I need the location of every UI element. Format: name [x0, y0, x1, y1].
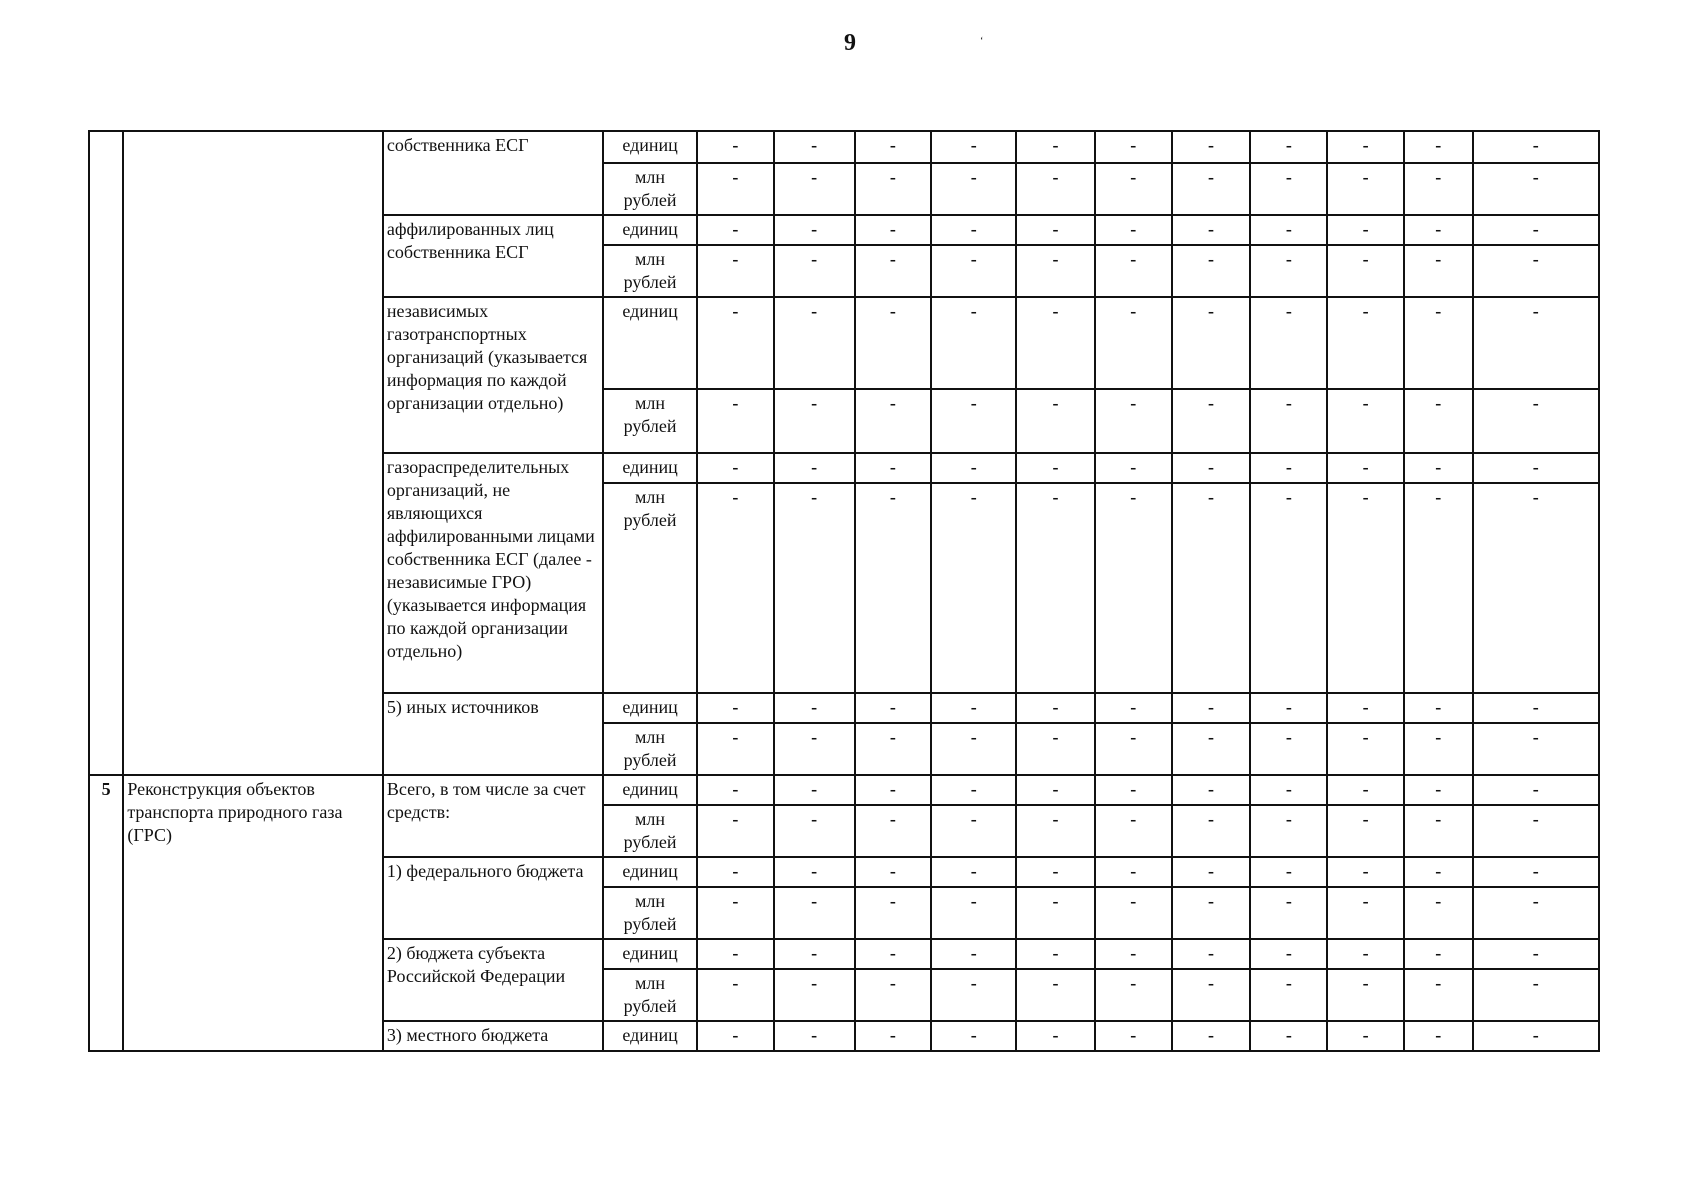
- value-cell: -: [1172, 723, 1251, 775]
- value-cell: -: [1172, 245, 1251, 297]
- value-cell: -: [697, 693, 774, 723]
- value-cell: -: [1095, 723, 1172, 775]
- value-cell: -: [1172, 453, 1251, 483]
- funding-source-cell: 3) местного бюджета: [383, 1021, 603, 1051]
- value-cell: -: [774, 723, 855, 775]
- value-cell: -: [931, 389, 1016, 453]
- object-cell: [123, 131, 383, 775]
- value-cell: -: [697, 215, 774, 245]
- value-cell: -: [1327, 245, 1404, 297]
- value-cell: -: [1172, 805, 1251, 857]
- value-cell: -: [1473, 131, 1599, 163]
- value-cell: -: [855, 723, 932, 775]
- value-cell: -: [1327, 693, 1404, 723]
- unit-cell: единиц: [603, 453, 697, 483]
- value-cell: -: [1172, 1021, 1251, 1051]
- value-cell: -: [697, 297, 774, 389]
- unit-cell: млн рублей: [603, 389, 697, 453]
- value-cell: -: [1016, 389, 1095, 453]
- value-cell: -: [931, 805, 1016, 857]
- value-cell: -: [1172, 693, 1251, 723]
- value-cell: -: [1473, 693, 1599, 723]
- value-cell: -: [1016, 163, 1095, 215]
- item-number-cell: [89, 131, 123, 775]
- value-cell: -: [697, 131, 774, 163]
- value-cell: -: [774, 297, 855, 389]
- value-cell: -: [774, 131, 855, 163]
- value-cell: -: [697, 453, 774, 483]
- unit-cell: единиц: [603, 693, 697, 723]
- value-cell: -: [1172, 857, 1251, 887]
- value-cell: -: [697, 163, 774, 215]
- value-cell: -: [931, 969, 1016, 1021]
- funding-source-cell: 1) федерального бюджета: [383, 857, 603, 939]
- value-cell: -: [1095, 969, 1172, 1021]
- value-cell: -: [774, 389, 855, 453]
- table-row: [89, 131, 1599, 163]
- value-cell: -: [1016, 887, 1095, 939]
- value-cell: -: [774, 163, 855, 215]
- value-cell: -: [855, 775, 932, 805]
- value-cell: -: [1172, 131, 1251, 163]
- value-cell: -: [855, 389, 932, 453]
- value-cell: -: [1404, 805, 1473, 857]
- value-cell: -: [1250, 939, 1327, 969]
- value-cell: -: [774, 1021, 855, 1051]
- unit-cell: единиц: [603, 939, 697, 969]
- value-cell: -: [855, 215, 932, 245]
- value-cell: -: [1327, 857, 1404, 887]
- page-mark: ‘: [980, 36, 984, 47]
- value-cell: -: [1016, 775, 1095, 805]
- value-cell: -: [855, 245, 932, 297]
- value-cell: -: [1404, 693, 1473, 723]
- value-cell: -: [697, 245, 774, 297]
- value-cell: -: [1473, 483, 1599, 693]
- value-cell: -: [931, 887, 1016, 939]
- value-cell: -: [1404, 163, 1473, 215]
- value-cell: -: [1095, 939, 1172, 969]
- value-cell: -: [1404, 1021, 1473, 1051]
- value-cell: -: [1172, 389, 1251, 453]
- value-cell: -: [931, 857, 1016, 887]
- value-cell: -: [1327, 939, 1404, 969]
- value-cell: -: [1016, 693, 1095, 723]
- value-cell: -: [697, 887, 774, 939]
- value-cell: -: [1095, 389, 1172, 453]
- value-cell: -: [774, 857, 855, 887]
- value-cell: -: [1172, 483, 1251, 693]
- value-cell: -: [774, 805, 855, 857]
- value-cell: -: [1095, 297, 1172, 389]
- value-cell: -: [1095, 857, 1172, 887]
- value-cell: -: [1327, 1021, 1404, 1051]
- value-cell: -: [697, 939, 774, 969]
- value-cell: -: [1250, 215, 1327, 245]
- value-cell: -: [1404, 215, 1473, 245]
- value-cell: -: [931, 453, 1016, 483]
- value-cell: -: [855, 969, 932, 1021]
- value-cell: -: [855, 805, 932, 857]
- value-cell: -: [1172, 775, 1251, 805]
- unit-cell: единиц: [603, 215, 697, 245]
- value-cell: -: [1250, 297, 1327, 389]
- unit-cell: млн рублей: [603, 723, 697, 775]
- value-cell: -: [774, 453, 855, 483]
- table-area: [88, 130, 1600, 1052]
- value-cell: -: [1473, 887, 1599, 939]
- value-cell: -: [1172, 887, 1251, 939]
- value-cell: -: [1095, 453, 1172, 483]
- value-cell: -: [1404, 453, 1473, 483]
- value-cell: -: [931, 775, 1016, 805]
- value-cell: -: [855, 483, 932, 693]
- unit-cell: млн рублей: [603, 245, 697, 297]
- value-cell: -: [774, 215, 855, 245]
- value-cell: -: [697, 969, 774, 1021]
- value-cell: -: [1095, 693, 1172, 723]
- value-cell: -: [774, 693, 855, 723]
- funding-source-cell: собственника ЕСГ: [383, 131, 603, 215]
- value-cell: -: [1250, 163, 1327, 215]
- value-cell: -: [1404, 857, 1473, 887]
- value-cell: -: [1404, 483, 1473, 693]
- value-cell: -: [931, 215, 1016, 245]
- unit-cell: млн рублей: [603, 163, 697, 215]
- value-cell: -: [1172, 969, 1251, 1021]
- item-number-cell: 5: [89, 775, 123, 1051]
- value-cell: -: [855, 297, 932, 389]
- value-cell: -: [1327, 723, 1404, 775]
- value-cell: -: [1016, 1021, 1095, 1051]
- unit-cell: млн рублей: [603, 887, 697, 939]
- value-cell: -: [1016, 857, 1095, 887]
- value-cell: -: [1250, 131, 1327, 163]
- value-cell: -: [697, 389, 774, 453]
- value-cell: -: [855, 693, 932, 723]
- unit-cell: млн рублей: [603, 969, 697, 1021]
- value-cell: -: [1016, 215, 1095, 245]
- value-cell: -: [1250, 857, 1327, 887]
- value-cell: -: [1250, 453, 1327, 483]
- value-cell: -: [1095, 805, 1172, 857]
- value-cell: -: [697, 723, 774, 775]
- value-cell: -: [1473, 969, 1599, 1021]
- value-cell: -: [1327, 163, 1404, 215]
- value-cell: -: [1404, 723, 1473, 775]
- value-cell: -: [1473, 775, 1599, 805]
- value-cell: -: [697, 1021, 774, 1051]
- value-cell: -: [855, 1021, 932, 1051]
- value-cell: -: [1095, 131, 1172, 163]
- value-cell: -: [1327, 483, 1404, 693]
- value-cell: -: [1250, 389, 1327, 453]
- value-cell: -: [1016, 297, 1095, 389]
- value-cell: -: [931, 723, 1016, 775]
- value-cell: -: [1404, 131, 1473, 163]
- value-cell: -: [1250, 775, 1327, 805]
- value-cell: -: [1095, 1021, 1172, 1051]
- value-cell: -: [1250, 805, 1327, 857]
- value-cell: -: [1016, 483, 1095, 693]
- value-cell: -: [1404, 389, 1473, 453]
- value-cell: -: [855, 163, 932, 215]
- value-cell: -: [1473, 297, 1599, 389]
- object-name-cell: Реконструкция объектов транспорта природного газа (ГРС): [123, 775, 383, 1051]
- unit-cell: млн рублей: [603, 805, 697, 857]
- value-cell: -: [931, 297, 1016, 389]
- value-cell: -: [1016, 131, 1095, 163]
- value-cell: -: [1016, 969, 1095, 1021]
- funding-source-cell: 5) иных источников: [383, 693, 603, 775]
- value-cell: -: [1327, 887, 1404, 939]
- value-cell: -: [1404, 887, 1473, 939]
- value-cell: -: [1016, 723, 1095, 775]
- page-number: 9: [844, 30, 856, 56]
- value-cell: -: [1250, 483, 1327, 693]
- value-cell: -: [697, 483, 774, 693]
- value-cell: -: [1473, 163, 1599, 215]
- value-cell: -: [697, 857, 774, 887]
- unit-cell: единиц: [603, 857, 697, 887]
- value-cell: -: [1250, 723, 1327, 775]
- value-cell: -: [1327, 131, 1404, 163]
- value-cell: -: [697, 805, 774, 857]
- value-cell: -: [774, 245, 855, 297]
- value-cell: -: [855, 857, 932, 887]
- funding-source-cell: газораспределительных организаций, не являющихся аффилированными лицами собственника ЕСГ (далее - независимые ГРО) (указывается информация по каждой организации отдельно): [383, 453, 603, 693]
- unit-cell: единиц: [603, 131, 697, 163]
- value-cell: -: [1095, 215, 1172, 245]
- value-cell: -: [1404, 939, 1473, 969]
- value-cell: -: [1473, 723, 1599, 775]
- value-cell: -: [774, 969, 855, 1021]
- value-cell: -: [931, 131, 1016, 163]
- unit-cell: млн рублей: [603, 483, 697, 693]
- value-cell: -: [1095, 245, 1172, 297]
- value-cell: -: [1016, 245, 1095, 297]
- value-cell: -: [855, 453, 932, 483]
- value-cell: -: [1473, 939, 1599, 969]
- value-cell: -: [1172, 939, 1251, 969]
- value-cell: -: [1327, 215, 1404, 245]
- unit-cell: единиц: [603, 297, 697, 389]
- value-cell: -: [1327, 453, 1404, 483]
- funding-source-cell: независимых газотранспортных организаций (указывается информация по каждой организации отдельно): [383, 297, 603, 453]
- table-row: [89, 775, 1599, 805]
- value-cell: -: [1404, 245, 1473, 297]
- value-cell: -: [1016, 939, 1095, 969]
- value-cell: -: [931, 163, 1016, 215]
- value-cell: -: [774, 483, 855, 693]
- value-cell: -: [855, 131, 932, 163]
- value-cell: -: [1473, 389, 1599, 453]
- unit-cell: единиц: [603, 1021, 697, 1051]
- value-cell: -: [1473, 1021, 1599, 1051]
- value-cell: -: [1327, 969, 1404, 1021]
- financing-table: [88, 130, 1600, 1052]
- value-cell: -: [1172, 215, 1251, 245]
- funding-source-cell: 2) бюджета субъекта Российской Федерации: [383, 939, 603, 1021]
- value-cell: -: [1095, 483, 1172, 693]
- value-cell: -: [1473, 805, 1599, 857]
- value-cell: -: [1250, 245, 1327, 297]
- funding-source-cell: Всего, в том числе за счет средств:: [383, 775, 603, 857]
- value-cell: -: [931, 483, 1016, 693]
- value-cell: -: [1172, 297, 1251, 389]
- value-cell: -: [774, 775, 855, 805]
- value-cell: -: [1095, 163, 1172, 215]
- value-cell: -: [1016, 805, 1095, 857]
- value-cell: -: [1327, 805, 1404, 857]
- value-cell: -: [1473, 215, 1599, 245]
- value-cell: -: [931, 1021, 1016, 1051]
- value-cell: -: [1404, 297, 1473, 389]
- value-cell: -: [1327, 297, 1404, 389]
- value-cell: -: [1327, 389, 1404, 453]
- value-cell: -: [1095, 775, 1172, 805]
- funding-source-cell: аффилированных лиц собственника ЕСГ: [383, 215, 603, 297]
- value-cell: -: [1250, 887, 1327, 939]
- value-cell: -: [931, 245, 1016, 297]
- value-cell: -: [1404, 775, 1473, 805]
- value-cell: -: [1172, 163, 1251, 215]
- value-cell: -: [1250, 969, 1327, 1021]
- value-cell: -: [931, 939, 1016, 969]
- value-cell: -: [1250, 1021, 1327, 1051]
- value-cell: -: [1327, 775, 1404, 805]
- value-cell: -: [1473, 453, 1599, 483]
- value-cell: -: [774, 939, 855, 969]
- value-cell: -: [1095, 887, 1172, 939]
- value-cell: -: [697, 775, 774, 805]
- value-cell: -: [774, 887, 855, 939]
- value-cell: -: [1016, 453, 1095, 483]
- value-cell: -: [1473, 857, 1599, 887]
- value-cell: -: [1250, 693, 1327, 723]
- value-cell: -: [931, 693, 1016, 723]
- value-cell: -: [855, 939, 932, 969]
- value-cell: -: [855, 887, 932, 939]
- value-cell: -: [1473, 245, 1599, 297]
- value-cell: -: [1404, 969, 1473, 1021]
- unit-cell: единиц: [603, 775, 697, 805]
